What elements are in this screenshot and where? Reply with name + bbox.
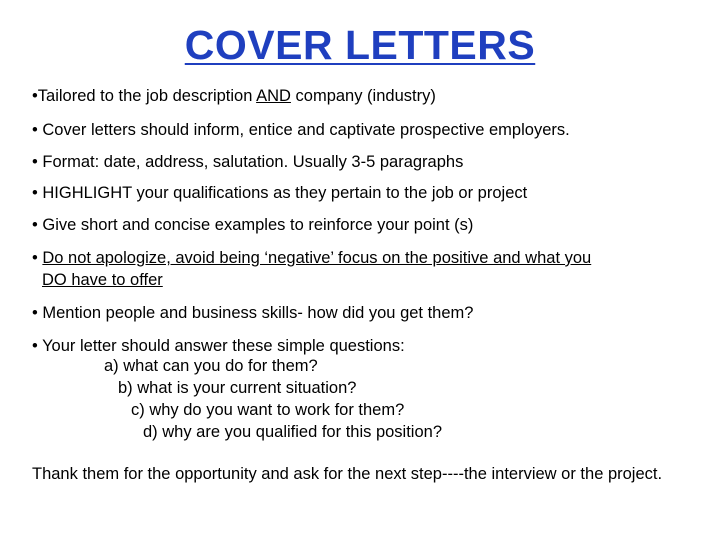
bullet-examples: • Give short and concise examples to reinforce your point (s) (32, 216, 474, 234)
bullet-tailored (32, 85, 436, 107)
bullet-highlight: • HIGHLIGHT your qualifications as they pertain to the job or project (32, 184, 528, 202)
question-a: a) what can you do for them? (104, 357, 318, 375)
bullet-apologize-marker: • (32, 249, 43, 267)
bullet-format: • Format: date, address, salutation. Usually 3-5 paragraphs (32, 153, 464, 171)
bullet-inform: • Cover letters should inform, entice and captivate prospective employers. (32, 121, 570, 139)
bullet-tailored-and: AND (256, 87, 291, 105)
closing-text: Thank them for the opportunity and ask for the next step----the interview or the project. (32, 465, 663, 483)
page-title: COVER LETTERS (184, 22, 536, 68)
bullet-apologize-line1: Do not apologize, avoid being ‘negative’ focus on the positive and what you (42, 249, 592, 267)
question-d: d) why are you qualified for this position? (143, 423, 442, 441)
bullet-tailored-post: company (industry) (290, 87, 436, 105)
bullet-apologize (32, 247, 591, 269)
bullet-apologize-cont: DO have to offer (42, 271, 163, 289)
question-b: b) what is your current situation? (118, 379, 357, 397)
question-c: c) why do you want to work for them? (131, 401, 405, 419)
bullet-questions: • Your letter should answer these simple questions: (32, 337, 405, 355)
bullet-tailored-pre: •Tailored to the job description (32, 87, 257, 105)
bullet-mention: • Mention people and business skills- how did you get them? (32, 304, 474, 322)
